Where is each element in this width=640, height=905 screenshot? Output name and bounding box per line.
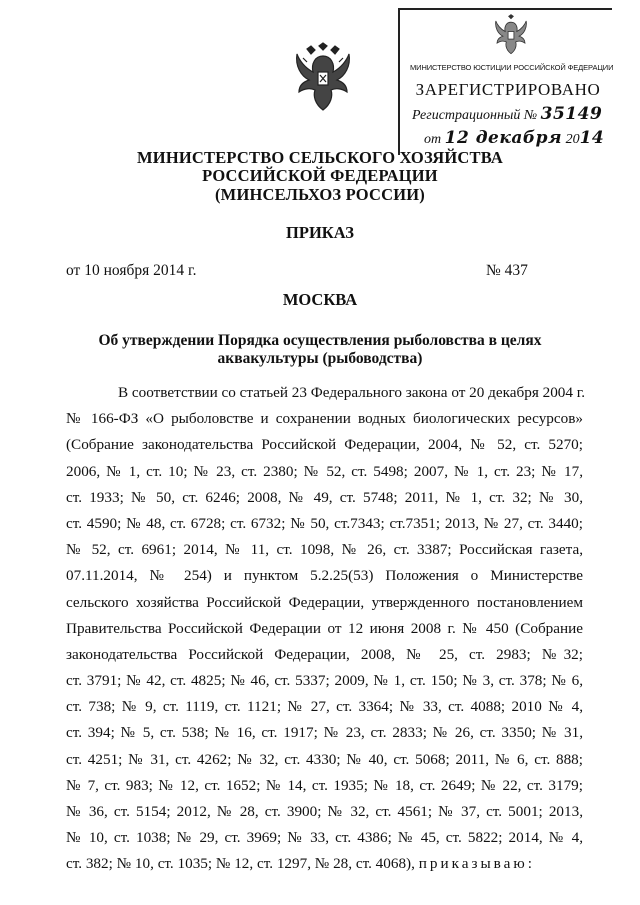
order-title-line1: Об утверждении Порядка осуществления рыболовства в целях — [98, 332, 542, 349]
coat-of-arms-icon — [293, 42, 353, 114]
stamp-date-prefix: от — [424, 132, 442, 147]
body-line: ст. 4251; № 31, ст. 4262; № 32, ст. 4330; № 40, ст. 5068; 2011, № 6, ст. 888; — [66, 750, 583, 768]
stamp-reg-number: 35149 — [540, 104, 603, 124]
stamp-coat-of-arms-icon — [493, 14, 529, 56]
document-type: ПРИКАЗ — [286, 223, 354, 242]
stamp-date-year-prefix: 20 — [565, 132, 580, 147]
body-line: ст. 1933; № 50, ст. 6246; 2008, № 49, ст. 5748; 2011, № 1, ст. 32; № 30, — [66, 488, 583, 506]
body-line: (Собрание законодательства Российской Федерации, 2004, № 52, ст. 5270; — [66, 436, 583, 454]
ministry-name-line2: РОССИЙСКОЙ ФЕДЕРАЦИИ — [202, 166, 438, 185]
body-line: № 10, ст. 1038; № 29, ст. 3969; № 33, ст. 4386; № 45, ст. 5822; 2014, № 4, — [66, 829, 583, 847]
body-line: № 52, ст. 6961; 2014, № 11, ст. 1098, № 26, ст. 3387; Российская газета, — [66, 541, 583, 559]
stamp-date-year-suffix: 14 — [579, 128, 605, 148]
body-line: ст. 3791; № 42, ст. 4825; № 46, ст. 5337; 2009, № 1, ст. 150; № 3, ст. 378; № 6, — [66, 672, 583, 690]
body-line: № 36, ст. 5154; 2012, № 28, ст. 3900; № 32, ст. 4561; № 37, ст. 5001; 2013, — [66, 803, 583, 820]
body-line: № 7, ст. 983; № 12, ст. 1652; № 14, ст. 1935; № 18, ст. 2649; № 22, ст. 3179; — [66, 776, 583, 794]
stamp-ministry-name: МИНИСТЕРСТВО ЮСТИЦИИ РОССИЙСКОЙ ФЕДЕРАЦИИ — [410, 63, 614, 72]
city: МОСКВА — [282, 290, 358, 309]
stamp-reg-number-row — [412, 104, 602, 124]
body-paragraph — [66, 380, 586, 878]
body-line: ст. 738; № 9, ст. 1119, ст. 1121; № 27, ст. 3364; № 33, ст. 4088; 2010 № 4, — [66, 698, 583, 716]
order-title-line2: аквакультуры (рыбоводства) — [217, 350, 423, 367]
body-line: 07.11.2014, № 254) и пунктом 5.2.25(53) Положения о Министерстве — [66, 567, 583, 585]
registration-stamp — [398, 8, 612, 155]
body-line: сельского хозяйства Российской Федерации, утвержденного постановлением — [66, 593, 583, 611]
body-line-last — [66, 851, 583, 877]
body-line: Правительства Российской Федерации от 12 июня 2008 г. № 450 (Собрание — [66, 619, 583, 637]
body-line: законодательства Российской Федерации, 2008, № 25, ст. 2983; №32; — [66, 645, 583, 663]
ministry-name-line1: МИНИСТЕРСТВО СЕЛЬСКОГО ХОЗЯЙСТВА — [137, 148, 503, 167]
body-line: № 166-ФЗ «О рыболовстве и сохранении водных биологических ресурсов» — [66, 410, 583, 428]
body-line: ст. 4590; № 48, ст. 6728; ст. 6732; № 50, ст.7343; ст.7351; 2013, № 27, ст. 3440; — [66, 514, 583, 532]
order-directive: приказываю: — [418, 855, 535, 873]
stamp-date-row — [424, 128, 604, 148]
stamp-registered-label: ЗАРЕГИСТРИРОВАНО — [415, 80, 601, 99]
stamp-reg-number-label: Регистрационный № — [412, 108, 538, 123]
body-line: В соответствии со статьей 23 Федерального закона от 20 декабря 2004 г. — [118, 384, 586, 401]
body-line: ст. 394; № 5, ст. 538; № 16, ст. 1917; № 23, ст. 2833; № 26, ст. 3350; № 31, — [66, 724, 583, 742]
body-line: 2006, № 1, ст. 10; № 23, ст. 2380; № 52, ст. 5498; 2007, № 1, ст. 23; № 17, — [66, 462, 583, 480]
body-last-line-text: ст. 382; № 10, ст. 1035; № 12, ст. 1297, № 28, ст. 4068), — [66, 855, 415, 873]
stamp-date-day-month: 12 декабря — [444, 128, 563, 148]
order-date: от 10 ноября 2014 г. — [66, 262, 197, 279]
order-number: № 437 — [486, 262, 528, 279]
ministry-name-line3: (МИНСЕЛЬХОЗ РОССИИ) — [214, 185, 426, 204]
